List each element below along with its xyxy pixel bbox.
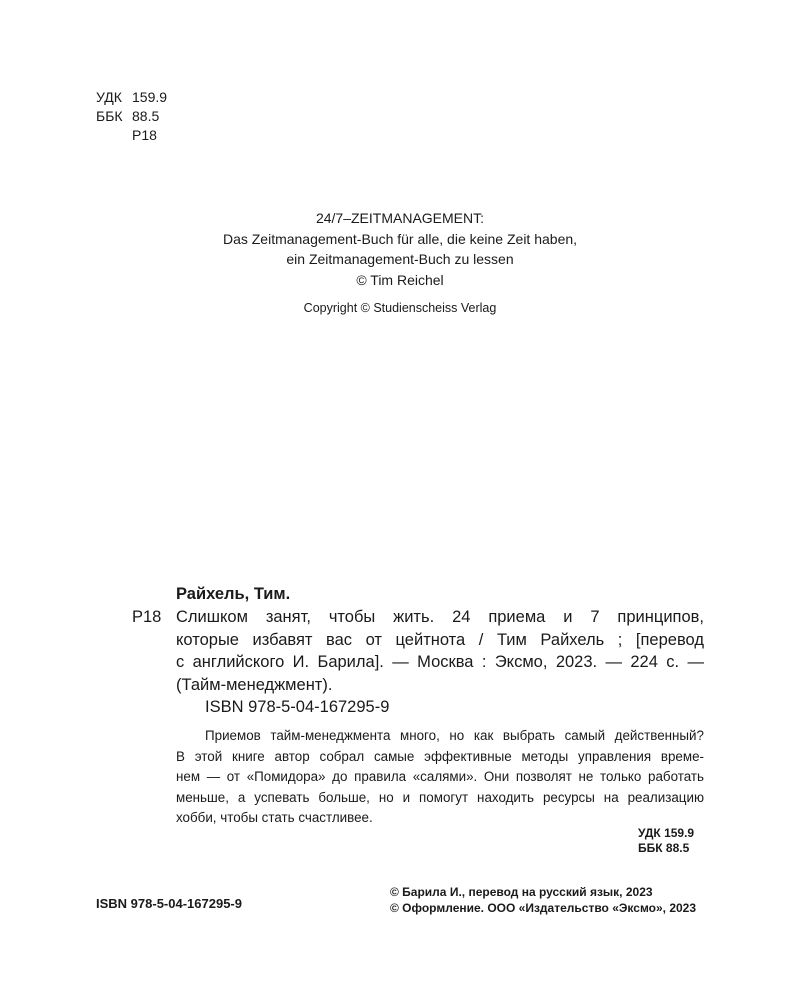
record-author-heading: Райхель, Тим. [176, 585, 291, 603]
bbk-bottom: ББК 88.5 [638, 841, 690, 855]
original-author-copyright: © Tim Reichel [356, 271, 444, 288]
original-edition-block [150, 208, 650, 290]
classification-block-bottom [638, 826, 694, 856]
translation-copyright: © Барила И., перевод на русский язык, 2023 [390, 885, 653, 899]
record-call-mark: Р18 [132, 608, 162, 626]
annotation-line-4: меньше, а успевать больше, но и помогут находить ресурсы на реализацию [176, 789, 704, 805]
annotation-line-5: хобби, чтобы стать счастливее. [176, 810, 373, 825]
footer-copyrights [390, 885, 696, 916]
udk-row [96, 88, 167, 107]
annotation-line-2: В этой книге автор собрал самые эффективные методы управления време- [176, 748, 704, 764]
record-line-4: (Тайм-менеджмент). [176, 675, 333, 694]
udk-value: 159.9 [132, 89, 168, 105]
author-mark-row [96, 126, 167, 145]
annotation [176, 726, 704, 829]
record-line-3: с английского И. Барила]. — Москва : Эксмо, 2023. — 224 с. — [176, 653, 704, 671]
design-copyright: © Оформление. ООО «Издательство «Эксмо», 2023 [390, 900, 697, 915]
author-mark: Р18 [132, 127, 157, 143]
udk-label: УДК [96, 89, 122, 105]
original-title: 24/7–ZEITMANAGEMENT: [315, 210, 485, 226]
record-line-1: Слишком занят, чтобы жить. 24 приема и 7 принципов, [176, 608, 704, 626]
udk-bottom: УДК 159.9 [638, 826, 695, 840]
bbk-label: ББК [96, 108, 123, 124]
footer-isbn: ISBN 978-5-04-167295-9 [96, 896, 242, 911]
classification-block-top [96, 88, 167, 145]
record-description [176, 606, 704, 696]
bbk-value: 88.5 [132, 108, 160, 124]
original-publisher-copyright: Copyright © Studienscheiss Verlag [303, 301, 497, 315]
original-subtitle-line-1: Das Zeitmanagement-Buch für alle, die keine Zeit haben, [222, 230, 578, 247]
record-line-2: которые избавят вас от цейтнота / Тим Райхель ; [перевод [176, 630, 704, 649]
bbk-row [96, 107, 167, 126]
record-isbn: ISBN 978-5-04-167295-9 [205, 698, 390, 716]
annotation-line-3: нем — от «Помидора» до правила «салями». Они позволят не только работать [176, 769, 704, 784]
original-subtitle-line-2: ein Zeitmanagement-Buch zu lessen [286, 251, 514, 267]
annotation-line-1: Приемов тайм-менеджмента много, но как выбрать самый действенный? [205, 728, 704, 743]
